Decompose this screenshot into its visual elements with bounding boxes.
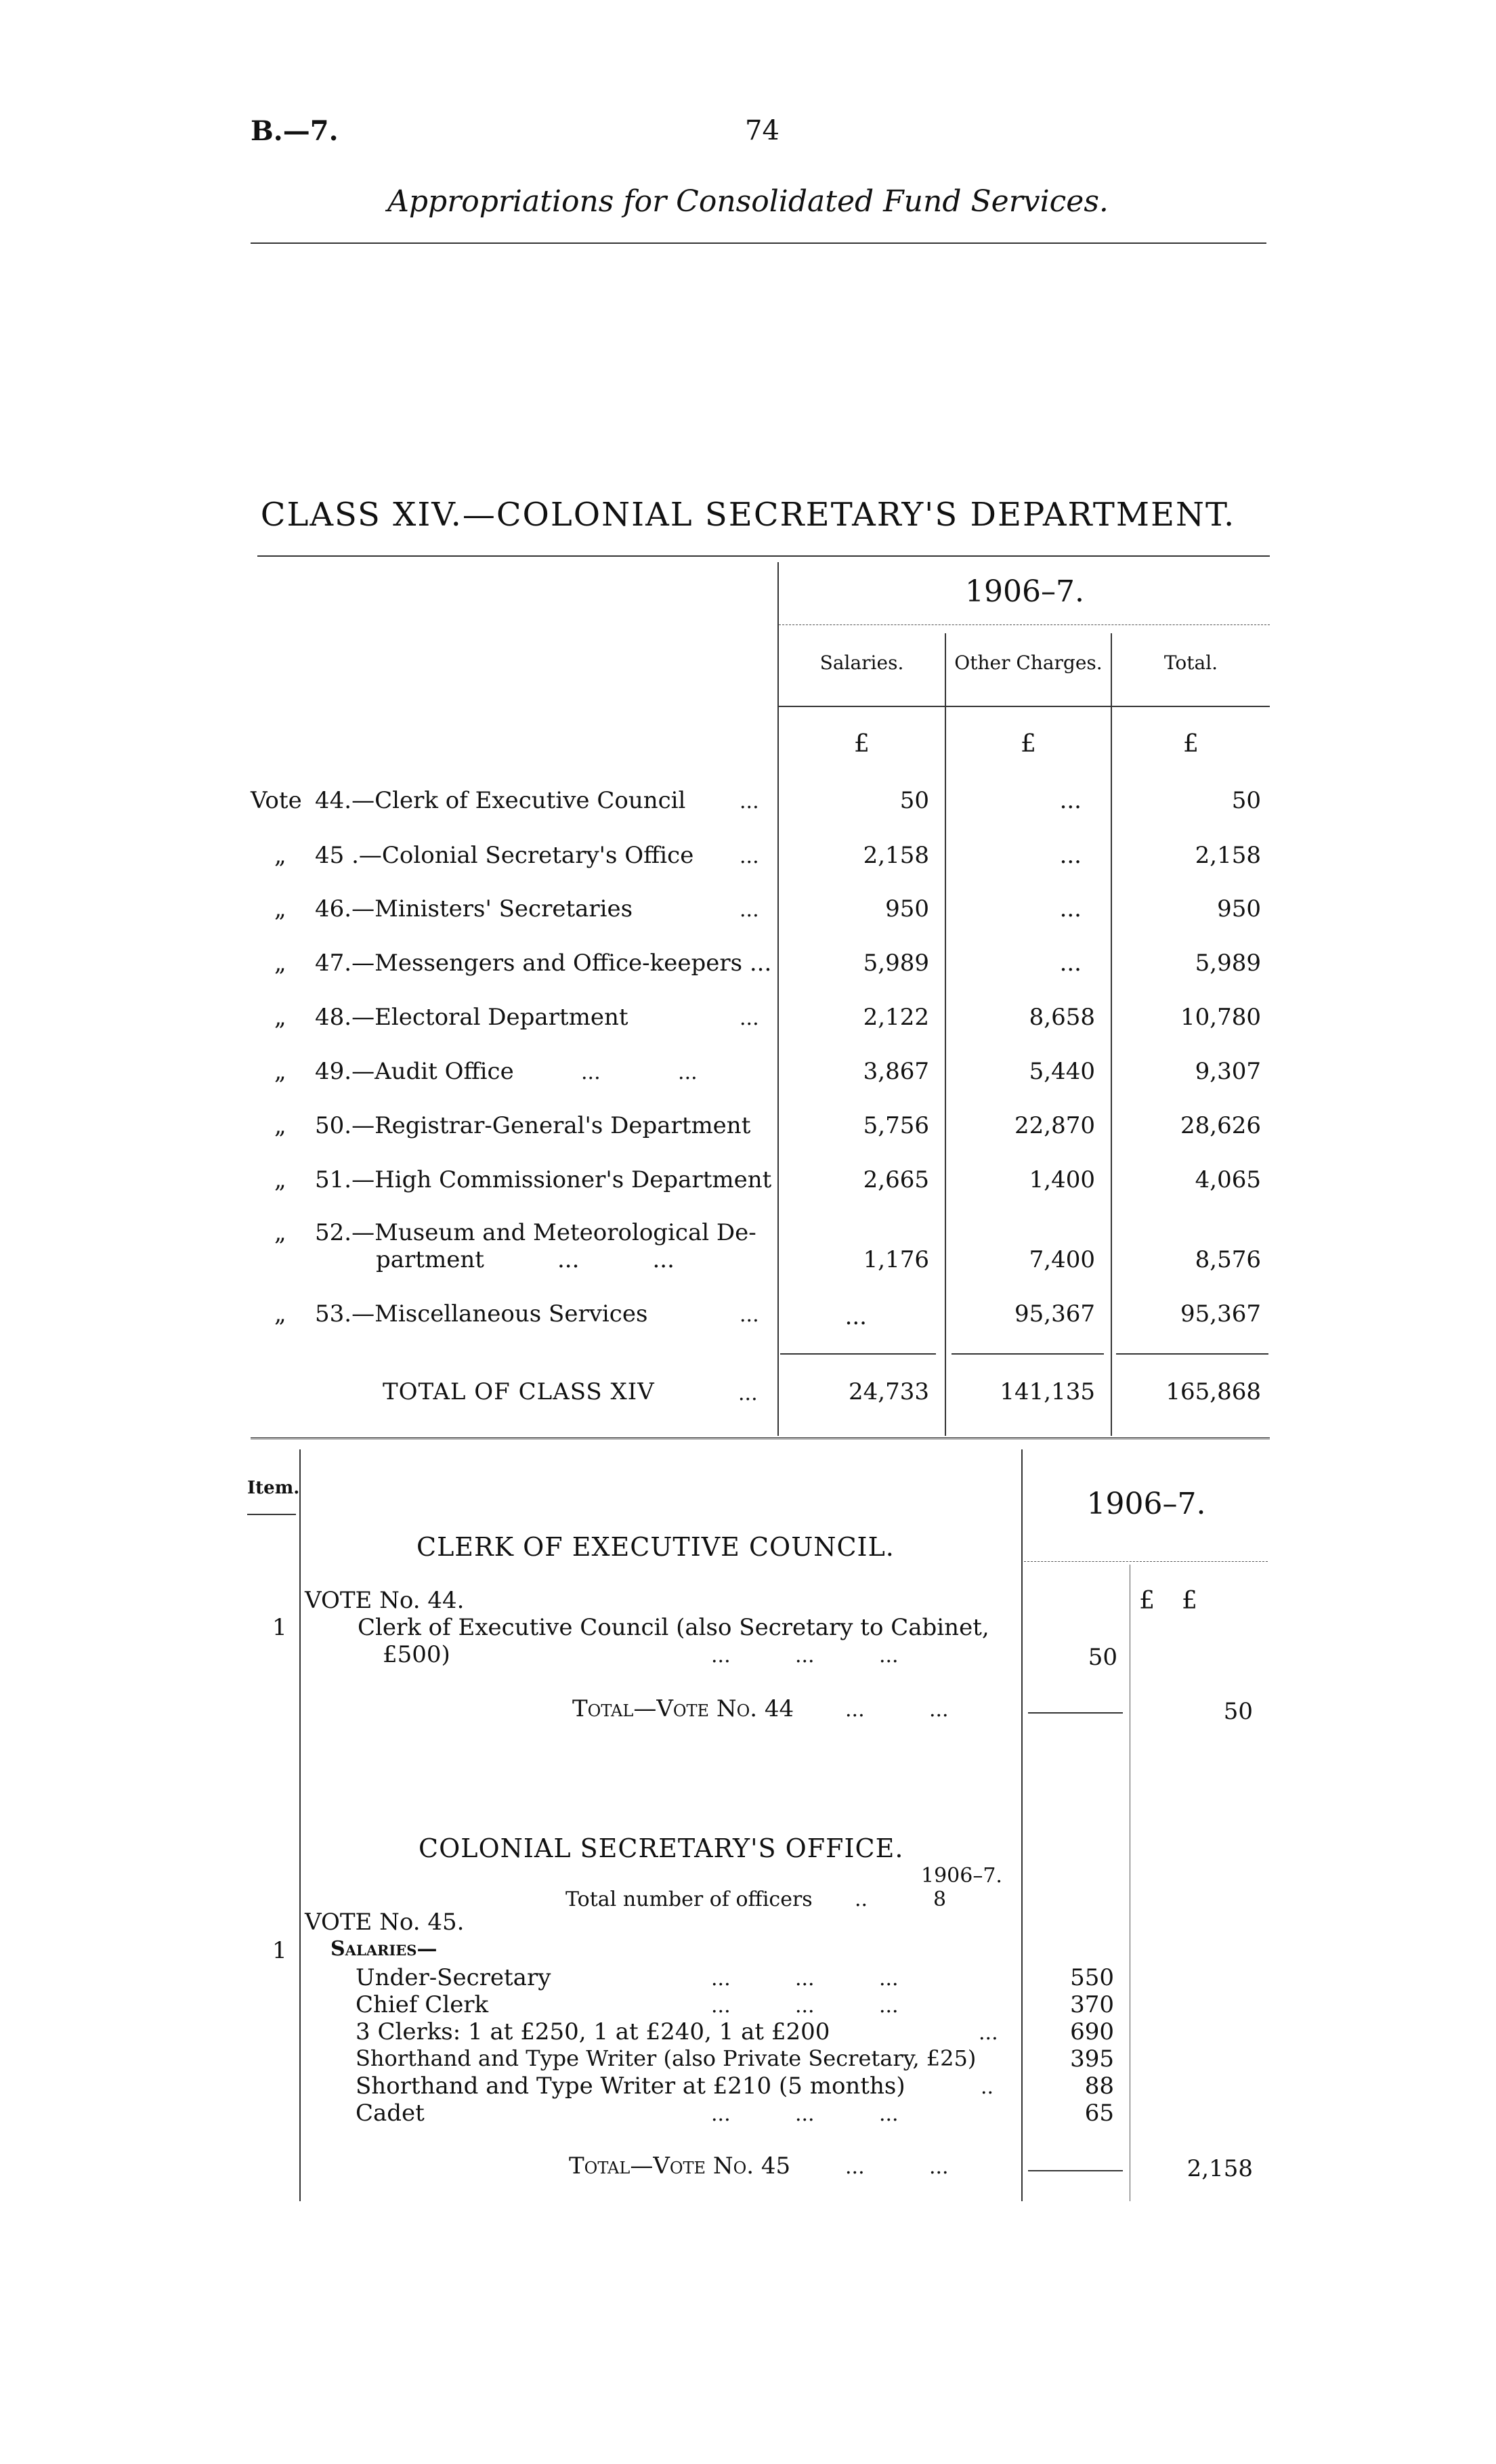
amount-currency: £ <box>1139 1587 1155 1615</box>
colhead-rule <box>779 706 1270 707</box>
salaries-value: ... <box>845 1303 867 1330</box>
class-title: CLASS XIV.—COLONIAL SECRETARY'S DEPARTMENT. <box>260 496 1236 534</box>
vote-44-total-label: Total—Vote No. 44 <box>572 1695 794 1722</box>
leader-dots: ... <box>740 1303 759 1327</box>
leader-dots: .. <box>855 1888 868 1911</box>
officers-count: 8 <box>933 1888 947 1911</box>
salaries-value: 5,989 <box>863 950 929 977</box>
vote-45-total-amount: 2,158 <box>1187 2155 1253 2182</box>
leader-dots: ... ... ... <box>711 1967 899 1991</box>
item-number: 1 <box>272 1937 287 1964</box>
total-value: 95,367 <box>1180 1300 1261 1327</box>
other-value: 8,658 <box>1029 1004 1095 1031</box>
officers-label: Total number of officers <box>565 1888 813 1911</box>
vote-prefix: „ <box>274 842 286 869</box>
vote-prefix: „ <box>274 950 286 977</box>
vote-prefix: „ <box>274 1004 286 1031</box>
salary-line-text: 3 Clerks: 1 at £250, 1 at £240, 1 at £200 <box>356 2018 830 2045</box>
other-value: ... <box>1059 950 1082 977</box>
other-value: ... <box>1059 842 1082 869</box>
vote-description: 45 .—Colonial Secretary's Office <box>315 842 694 869</box>
salaries-value: 50 <box>899 787 929 814</box>
vote-description: 48.—Electoral Department <box>315 1004 628 1031</box>
salaries-value: 2,158 <box>863 842 929 869</box>
salary-line-amount: 65 <box>1084 2100 1114 2127</box>
total-value: 2,158 <box>1195 842 1261 869</box>
salaries-value: 950 <box>885 895 929 922</box>
total-currency: £ <box>1183 730 1199 758</box>
other-value: 95,367 <box>1014 1300 1095 1327</box>
clerk-amount: 50 <box>1088 1644 1117 1671</box>
series-code: B.—7. <box>251 115 339 147</box>
vote-description-continued: partment ... ... <box>376 1246 675 1273</box>
salaries-value: 5,756 <box>863 1112 929 1139</box>
salary-line-text: Shorthand and Type Writer (also Private Secretary, £25) <box>356 2045 977 2071</box>
leader-dots: ... ... ... <box>711 1994 899 2018</box>
class-total-other: 141,135 <box>1000 1378 1095 1405</box>
salary-line-text: Cadet <box>356 2100 425 2127</box>
other-value: 22,870 <box>1014 1112 1095 1139</box>
officers-year: 1906–7. <box>921 1864 1002 1888</box>
leader-dots: ... <box>738 1382 758 1405</box>
leader-dots: ... <box>979 2021 998 2045</box>
salary-line-amount: 550 <box>1070 1964 1114 1991</box>
vote-description: 49.—Audit Office <box>315 1058 514 1085</box>
leader-dots: ... <box>740 845 759 868</box>
vote-prefix: „ <box>274 1058 286 1085</box>
summary-top-rule <box>257 555 1270 557</box>
vote-description: 47.—Messengers and Office-keepers ... <box>315 950 772 977</box>
leader-dots: ... <box>740 898 759 922</box>
vote-45-subtotal-rule <box>1028 2170 1123 2171</box>
vote-44-total-amount: 50 <box>1223 1698 1253 1725</box>
vote-description: 46.—Ministers' Secretaries <box>315 895 633 922</box>
clerk-item-line2: £500) <box>383 1641 450 1668</box>
col-salaries-header: Salaries. <box>819 652 904 674</box>
other-currency: £ <box>1021 730 1036 758</box>
vote-prefix: „ <box>274 1219 286 1246</box>
salary-line-text: Shorthand and Type Writer at £210 (5 months) <box>356 2073 905 2100</box>
col-other-header: Other Charges. <box>954 652 1103 674</box>
total-value: 4,065 <box>1195 1166 1261 1193</box>
vote-description: 52.—Museum and Meteorological De- <box>315 1219 756 1246</box>
summary-year: 1906–7. <box>965 574 1084 609</box>
other-value: ... <box>1059 895 1082 922</box>
leader-dots: ... <box>740 1006 759 1030</box>
detail-year-rule <box>1024 1561 1268 1562</box>
item-vline <box>299 1449 301 2201</box>
item-column-header: Item. <box>247 1478 300 1498</box>
salaries-value: 2,665 <box>863 1166 929 1193</box>
total-value: 50 <box>1231 787 1261 814</box>
class-total-label: TOTAL OF CLASS XIV <box>383 1378 655 1405</box>
vote-prefix: „ <box>274 1112 286 1139</box>
col-total-header: Total. <box>1163 652 1218 674</box>
colonial-section-title: COLONIAL SECRETARY'S OFFICE. <box>419 1833 904 1863</box>
salaries-value: 2,122 <box>863 1004 929 1031</box>
vote-description: 44.—Clerk of Executive Council <box>315 787 686 814</box>
vote-prefix: Vote <box>251 787 302 814</box>
salaries-currency: £ <box>854 730 870 758</box>
detail-year: 1906–7. <box>1086 1487 1206 1521</box>
leader-dots: ... ... ... <box>711 1644 899 1668</box>
page-subtitle: Appropriations for Consolidated Fund Services. <box>387 184 1109 219</box>
total-rule-other <box>952 1353 1104 1355</box>
item-header-rule <box>247 1514 296 1515</box>
class-total-total: 165,868 <box>1166 1378 1261 1405</box>
other-value: 5,440 <box>1029 1058 1095 1085</box>
total-value: 8,576 <box>1195 1246 1261 1273</box>
salary-line-amount: 395 <box>1070 2045 1114 2073</box>
vote-45-total-label: Total—Vote No. 45 <box>569 2152 791 2180</box>
other-value: 1,400 <box>1029 1166 1095 1193</box>
salary-line-amount: 370 <box>1070 1991 1114 2018</box>
salary-line-text: Chief Clerk <box>356 1991 489 2018</box>
leader-dots: ... <box>740 790 759 813</box>
vote-description: 50.—Registrar-General's Department <box>315 1112 751 1139</box>
class-total-salaries: 24,733 <box>849 1378 929 1405</box>
total-rule-salaries <box>780 1353 936 1355</box>
salary-line-amount: 88 <box>1084 2073 1114 2100</box>
vote-description: 51.—High Commissioner's Department <box>315 1166 772 1193</box>
total-rule-total <box>1116 1353 1268 1355</box>
vote-prefix: „ <box>274 895 286 922</box>
subtotal-currency: £ <box>1182 1587 1197 1615</box>
leader-dots: ... ... <box>845 2155 949 2179</box>
total-value: 9,307 <box>1195 1058 1261 1085</box>
leader-dots: ... ... <box>581 1061 698 1084</box>
vote-44-subtotal-rule <box>1028 1712 1123 1714</box>
item-number: 1 <box>272 1614 287 1641</box>
leader-dots: ... ... <box>845 1698 949 1722</box>
vote-prefix: „ <box>274 1300 286 1327</box>
header-rule <box>251 242 1266 244</box>
salary-line-amount: 690 <box>1070 2018 1114 2045</box>
clerk-section-title: CLERK OF EXECUTIVE COUNCIL. <box>416 1532 895 1562</box>
salaries-value: 3,867 <box>863 1058 929 1085</box>
other-value: ... <box>1059 787 1082 814</box>
vote-description: 53.—Miscellaneous Services <box>315 1300 648 1327</box>
salaries-value: 1,176 <box>863 1246 929 1273</box>
total-value: 28,626 <box>1180 1112 1261 1139</box>
salaries-heading: Salaries— <box>330 1937 437 1961</box>
vote-44-label: VOTE No. 44. <box>305 1587 465 1614</box>
vote-45-label: VOTE No. 45. <box>305 1909 465 1936</box>
other-value: 7,400 <box>1029 1246 1095 1273</box>
leader-dots: .. <box>981 2075 994 2099</box>
total-value: 10,780 <box>1180 1004 1261 1031</box>
total-value: 950 <box>1217 895 1261 922</box>
total-value: 5,989 <box>1195 950 1261 977</box>
leader-dots: ... ... ... <box>711 2102 899 2126</box>
vote-prefix: „ <box>274 1166 286 1193</box>
summary-bottom-rule <box>251 1437 1270 1439</box>
page-number: 74 <box>745 115 779 146</box>
salary-line-text: Under-Secretary <box>356 1964 551 1991</box>
summary-year-rule <box>779 624 1270 625</box>
clerk-item-line1: Clerk of Executive Council (also Secretary to Cabinet, <box>358 1614 989 1641</box>
